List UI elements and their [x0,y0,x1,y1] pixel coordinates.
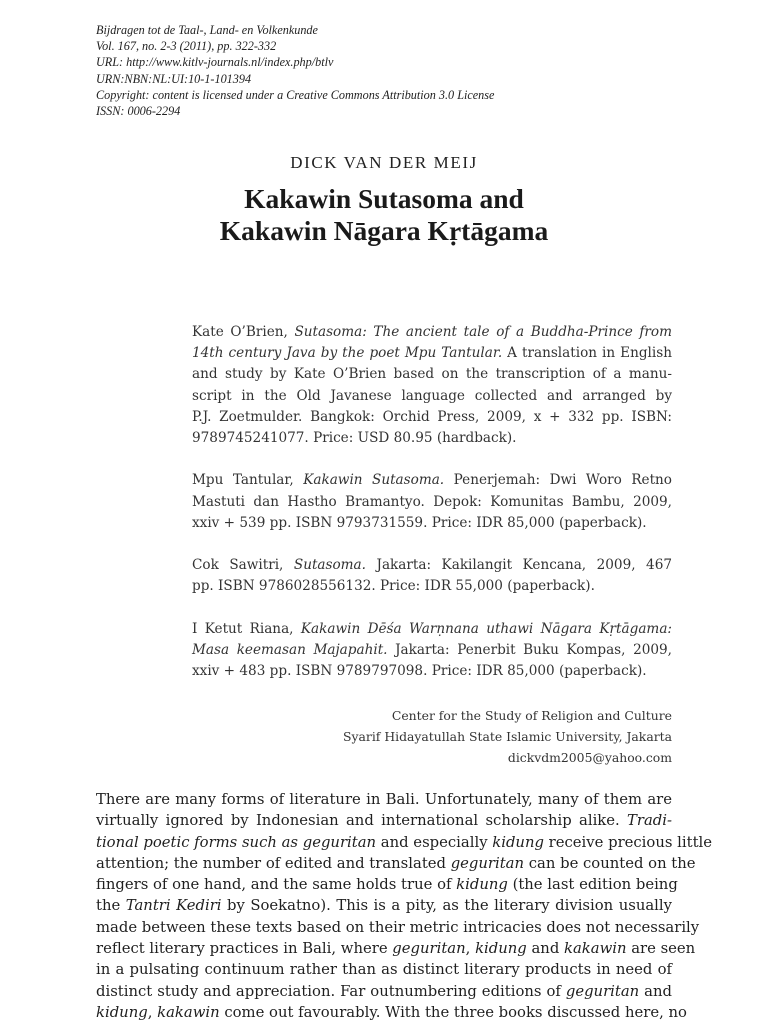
text-run: and [639,982,672,1000]
book-reference [192,470,672,534]
affiliation-center: Center for the Study of Religion and Culture [391,708,672,723]
text-run: in a pulsating continuum rather than as distinct literary products in need of [96,961,672,979]
text-run: Mastuti dan Hastho Bramantyo. Depok: Komunitas Bambu, 2009, [192,493,672,510]
text-run: xxiv + 483 pp. ISBN 9789797098. Price: IDR 85,000 (paperback). [192,663,647,680]
text-run: Jakarta: Kakilangit Kencana, 2009, 467 [366,557,672,574]
text-run: fingers of one hand, and the same holds true of [96,876,457,894]
book-reference [192,322,672,449]
text-run: are seen [626,940,696,958]
reference-line [192,576,672,597]
italic-text: Tradi- [627,812,672,830]
reference-line [192,364,672,385]
text-run: Mpu Tantular, [192,472,304,489]
body-line [96,853,696,874]
body-line [96,789,672,810]
body-line [96,1002,687,1023]
author-email[interactable]: dickvdm2005@yahoo.com [507,749,672,765]
body-line [96,981,672,1002]
text-run: Kate O’Brien, [192,324,295,340]
reviewed-books-list [192,322,672,704]
title-line-1: Kakawin Sutasoma and [244,183,524,214]
body-line [96,938,696,959]
italic-text: Kakawin Dēśa Warṇnana uthawi Nāgara Kṛtāgama: [300,620,672,637]
text-run: reflect literary practices in Bali, where [96,940,393,958]
italic-text: geguritan [565,982,640,1000]
text-run: 9789745241077. Price: USD 80.95 (hardback). [192,430,517,447]
text-run: by Soekatno). This is a pity, as the literary division usually [221,897,673,915]
text-run: made between these texts based on their metric intricacies does not necessarily [96,918,700,936]
italic-text: geguritan [392,940,466,958]
issn: ISSN: 0006-2294 [96,104,181,119]
text-run: the [96,897,126,915]
title-line-2: Kakawin Nāgara Kṛtāgama [219,215,549,246]
italic-text: geguritan [450,854,525,872]
affiliation-university: Syarif Hidayatullah State Islamic University, Jakarta [343,728,672,744]
urn: URN:NBN:NL:UI:10-1-101394 [96,71,252,86]
text-run: virtually ignored by Indonesian and international scholarship alike. [96,812,628,830]
body-line [96,874,678,895]
text-run: There are many forms of literature in Bali. Unfortunately, many of them are [96,791,672,808]
text-run: (the last edition being [507,876,678,894]
reference-line [192,428,672,449]
reference-line [192,407,672,428]
italic-text: 14th century Java by the poet Mpu Tantular. [192,345,503,362]
reference-line [192,470,672,491]
author-affiliation [343,706,672,768]
italic-text: kidung [475,940,527,958]
text-run: xxiv + 539 pp. ISBN 9793731559. Price: IDR 85,000 (paperback). [192,514,647,531]
text-run: A translation in English [502,345,672,362]
reference-line [192,555,672,576]
reference-line [192,386,672,407]
text-run: pp. ISBN 9786028556132. Price: IDR 55,000 (paperback). [192,578,595,595]
italic-text: kidung [96,1003,148,1021]
text-run: attention; the number of edited and translated [96,854,451,872]
text-run: Cok Sawitri, [192,557,294,574]
reference-line [192,343,672,364]
reference-line [192,619,672,640]
italic-text: kidung [492,833,544,851]
italic-text: kakawin [564,940,627,958]
text-run: I Ketut Riana, [192,620,301,637]
body-line [96,832,713,853]
italic-text: tional poetic forms such as geguritan [96,833,377,851]
copyright-notice: Copyright: content is licensed under a Creative Commons Attribution 3.0 License [96,87,495,102]
italic-text: Masa keemasan Majapahit. [192,642,388,658]
text-run: , [147,1003,158,1021]
body-line [96,810,672,831]
author-name: DICK VAN DER MEIJ [290,153,478,172]
journal-url[interactable]: URL: http://www.kitlv-journals.nl/index.php/btlv [96,55,334,70]
italic-text: Sutasoma. [293,557,366,574]
text-run: script in the Old Javanese language collected and arranged by [192,387,672,404]
reference-line [192,322,672,343]
text-run: receive precious little [543,833,713,851]
text-run: can be counted on the [524,854,696,872]
body-line [96,917,700,938]
text-run: and study by Kate O’Brien based on the transcription of a manu- [192,366,672,383]
body-line [96,895,672,916]
book-reference [192,555,672,597]
text-run: Penerjemah: Dwi Woro Retno [444,472,672,489]
italic-text: Tantri Kediri [125,897,222,915]
reference-line [192,640,672,661]
text-run: come out favourably. With the three books discussed here, no [219,1003,687,1021]
journal-name: Bijdragen tot de Taal-, Land- en Volkenkunde [96,23,318,37]
italic-text: kakawin [157,1003,220,1021]
reference-line [192,513,672,534]
text-run: and [526,940,564,958]
book-reference [192,619,672,683]
text-run: distinct study and appreciation. Far outnumbering editions of [96,982,566,1000]
body-line [96,959,672,980]
journal-header [96,22,494,119]
volume-info: Vol. 167, no. 2-3 (2011), pp. 322-332 [96,39,277,54]
reference-line [192,492,672,513]
article-title [0,183,768,247]
italic-text: kidung [456,876,508,894]
text-run: and especially [376,833,493,851]
italic-text: Sutasoma: The ancient tale of a Buddha-Prince from [294,324,672,340]
text-run: , [465,940,476,958]
text-run: Jakarta: Penerbit Buku Kompas, 2009, [387,642,672,658]
text-run: P.J. Zoetmulder. Bangkok: Orchid Press, 2009, x + 332 pp. ISBN: [192,408,672,425]
italic-text: Kakawin Sutasoma. [303,472,445,489]
article-body [96,789,713,1023]
reference-line [192,661,672,682]
